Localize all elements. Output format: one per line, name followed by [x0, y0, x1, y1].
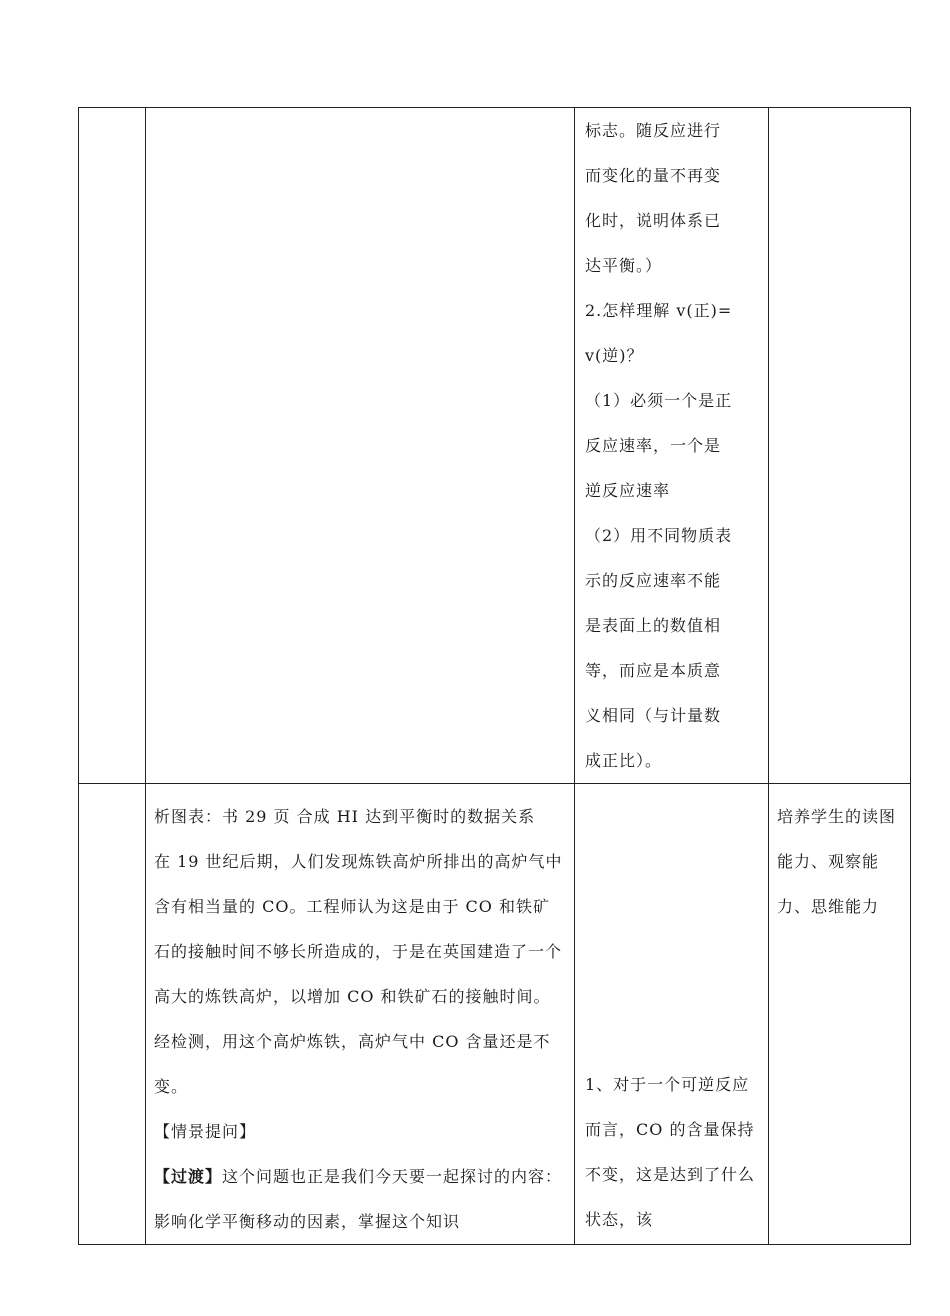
text-line: （2）用不同物质表 — [585, 526, 733, 545]
text-line: 达平衡。） — [585, 256, 663, 275]
text-line: 等，而应是本质意 — [585, 661, 722, 680]
table-row — [79, 784, 911, 1245]
transition-text: 这个问题也正是我们今天要一起探讨的内容：影响化学平衡移动的因素，掌握这个知识 — [154, 1167, 563, 1231]
text-line: 化时，说明体系已 — [585, 211, 722, 230]
student-activity-cell — [575, 108, 769, 784]
table-cell-empty — [146, 108, 575, 784]
text-line: 逆反应速率 — [585, 481, 671, 500]
blast-furnace-story-text: 在 19 世纪后期，人们发现炼铁高炉所排出的高炉气中含有相当量的 CO。工程师认为这是由于 CO 和铁矿石的接触时间不够长所造成的，于是在英国建造了一个高大的炼铁高炉，以增加 CO 和铁矿石的接触时间。经检测，用这个高炉炼铁，高炉气中 CO 含量还是不变。 — [154, 852, 563, 1096]
text-line: 而变化的量不再变 — [585, 166, 722, 185]
chart-analysis-text: 析图表：书 29 页 合成 HI 达到平衡时的数据关系 — [154, 807, 536, 826]
text-line: 标志。随反应进行 — [585, 121, 722, 140]
table-cell-empty — [769, 108, 911, 784]
student-question-cell — [575, 784, 769, 1245]
cell-spacer — [585, 784, 760, 1062]
design-intent-text: 培养学生的读图能力、观察能力、思维能力 — [777, 807, 897, 916]
transition-label: 【过渡】 — [154, 1167, 223, 1186]
text-line: 义相同（与计量数 — [585, 706, 722, 725]
scenario-question-label: 【情景提问】 — [154, 1122, 257, 1141]
text-line: 反应速率，一个是 — [585, 436, 722, 455]
text-line: 是表面上的数值相 — [585, 616, 722, 635]
table-row — [79, 108, 911, 784]
text-line: （1）必须一个是正 — [585, 391, 733, 410]
text-line: 2.怎样理解 v(正)= — [585, 301, 733, 320]
lesson-plan-table — [78, 107, 911, 1245]
text-line: 成正比）。 — [585, 751, 663, 770]
question-text: 1、对于一个可逆反应而言，CO 的含量保持不变，这是达到了什么状态，该 — [585, 1075, 756, 1229]
text-line: 示的反应速率不能 — [585, 571, 722, 590]
table-cell-empty — [79, 784, 146, 1245]
teacher-activity-cell — [146, 784, 575, 1245]
text-line: v(逆)？ — [585, 346, 644, 365]
table-cell-empty — [79, 108, 146, 784]
design-intent-cell — [769, 784, 911, 1245]
transition-paragraph — [154, 1154, 566, 1244]
